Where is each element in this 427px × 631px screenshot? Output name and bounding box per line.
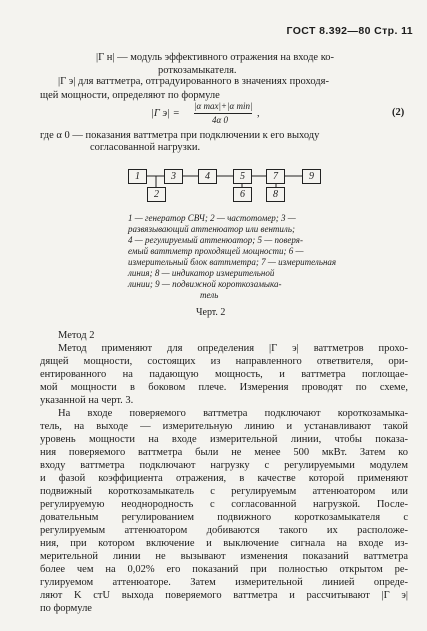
diagram-box: 9 xyxy=(302,169,321,184)
caption-line: измерительный блок ваттметра; 7 — измерительная xyxy=(128,257,337,267)
body-line: гулируемом аттенюаторе. Затем измерительной линией опреде- xyxy=(40,577,408,588)
diagram-box: 5 xyxy=(233,169,252,184)
body-line: ентированного на падающую мощность, и ваттметра поглощае- xyxy=(40,369,408,380)
formula-comma: , xyxy=(257,108,260,119)
body-line: дящей мощности, состоящих из направленного ответвителя, ори- xyxy=(40,356,408,367)
text-line: согласованной нагрузки. xyxy=(90,142,201,153)
diagram-box: 1 xyxy=(128,169,147,184)
caption-line: развязывающий аттенюатор или вентиль; xyxy=(128,224,295,234)
formula-number: (2) xyxy=(392,107,405,118)
body-line: ния, при котором включение и выключение сигнала на входе из- xyxy=(40,538,408,549)
formula-lhs: |Γ э| = xyxy=(151,108,180,119)
body-line: Метод применяют для определения |Γ э| ваттметров прохо- xyxy=(58,343,408,354)
text-line: где α 0 — показания ваттметра при подключении к его выходу xyxy=(40,130,320,141)
body-line: регулируемую неоднородность с согласованной нагрузкой. После- xyxy=(40,499,408,510)
body-line: мерительной линии не вызывают изменения показаний ваттметра xyxy=(40,551,408,562)
formula-numerator: |α max|+|α min| xyxy=(194,101,253,111)
diagram-box: 6 xyxy=(233,187,252,202)
body-line: На входе поверяемого ваттметра подключают короткозамыка- xyxy=(58,408,408,419)
diagram-box: 2 xyxy=(147,187,166,202)
diagram-box: 4 xyxy=(198,169,217,184)
body-line: тель, на выходе — измерительную линию и устанавливают такой xyxy=(40,421,408,432)
diagram-box: 8 xyxy=(266,187,285,202)
text-line: щей мощности, определяют по формуле xyxy=(40,90,220,101)
diagram-box: 3 xyxy=(164,169,183,184)
page-header: ГОСТ 8.392—80 Стр. 11 xyxy=(286,25,413,37)
body-line: довательным регулированием подвижного короткозамыкателя с xyxy=(40,512,408,523)
caption-line: тель xyxy=(200,290,219,300)
body-line: подвижный короткозамыкатель с регулируемым аттенюатором или xyxy=(40,486,408,497)
body-line: уровень мощности на входе измерительной линии, чтобы показа- xyxy=(40,434,408,445)
body-line: ляют K стU выхода поверяемого ваттметра и рассчитывают |Γ э| xyxy=(40,590,408,601)
caption-line: линия; 8 — индикатор измерительной xyxy=(128,268,275,278)
body-line: мой мощности в боковом плече. Измерения проводят по схеме, xyxy=(40,382,408,393)
body-line: входу ваттметра подключают нагрузку с регулируемыми модулем xyxy=(40,460,408,471)
formula-denominator: 4α 0 xyxy=(212,115,228,125)
text-line: |Γ э| для ваттметра, отградуированного в значениях проходя- xyxy=(58,76,329,87)
section-title: Метод 2 xyxy=(58,330,95,341)
caption-line: емый ваттметр проходящей мощности; 6 — xyxy=(128,246,304,256)
caption-line: 1 — генератор СВЧ; 2 — частотомер; 3 — xyxy=(128,213,296,223)
body-line: более чем на 0,02% его показаний при полностью открытом ре- xyxy=(40,564,408,575)
caption-line: 4 — регулируемый аттенюатор; 5 — поверя- xyxy=(128,235,303,245)
text-line: роткозамыкателя. xyxy=(158,65,237,76)
body-line: по формуле xyxy=(40,603,92,614)
figure-label: Черт. 2 xyxy=(196,307,226,318)
body-line: ния поверяемого ваттметра были не менее 500 мкВт. Затем ко xyxy=(40,447,408,458)
body-line: регулируемым аттенюатором добиваются такого их расположе- xyxy=(40,525,408,536)
diagram-box: 7 xyxy=(266,169,285,184)
caption-line: линии; 9 — подвижной короткозамыка- xyxy=(128,279,282,289)
text-line: |Γ н| — модуль эффективного отражения на входе ко- xyxy=(96,52,335,63)
body-line: указанной на черт. 3. xyxy=(40,395,134,406)
body-line: и фазой коэффициента отражения, в качестве которой применяют xyxy=(40,473,408,484)
